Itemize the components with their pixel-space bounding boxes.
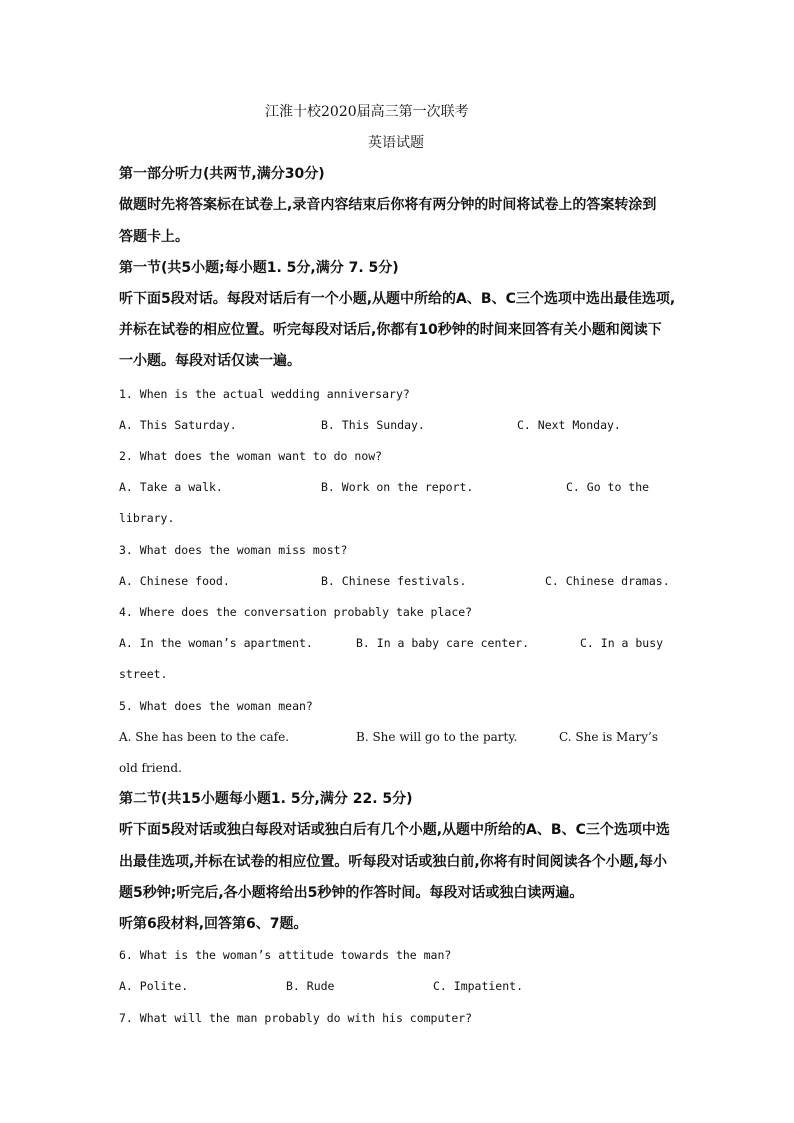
option-c: C. Impatient. <box>433 979 524 993</box>
part1-heading: 第一部分听力(共两节,满分30分) <box>119 166 325 182</box>
option-wrap: street. <box>119 667 168 681</box>
question-stem: 1. When is the actual wedding anniversary? <box>119 387 410 401</box>
section1-instruction-line: 并标在试卷的相应位置。听完每段对话后,你都有10秒钟的时间来回答有关小题和阅读下 <box>119 322 662 338</box>
question-stem: 5. What does the woman mean? <box>119 699 313 713</box>
exam-subtitle: 英语试题 <box>368 135 424 151</box>
option-b: B. Rude <box>286 979 335 993</box>
section2-instruction-line: 出最佳选项,并标在试卷的相应位置。听每段对话或独白前,你将有时间阅读各个小题,每小 <box>119 854 667 870</box>
option-a: A. Polite. <box>119 979 189 993</box>
exam-title: 江淮十校2020届高三第一次联考 <box>265 104 469 120</box>
option-b: B. This Sunday. <box>321 418 425 432</box>
part1-instruction-line: 答题卡上。 <box>119 229 189 245</box>
option-wrap: library. <box>119 511 175 525</box>
option-c: C. Next Monday. <box>517 418 621 432</box>
option-c: C. In a busy <box>580 636 664 650</box>
question-stem: 7. What will the man probably do with his computer? <box>119 1011 473 1025</box>
option-b: B. Chinese festivals. <box>321 574 467 588</box>
option-a: A. Chinese food. <box>119 574 230 588</box>
option-b: B. She will go to the party. <box>356 730 518 744</box>
option-a: A. Take a walk. <box>119 480 223 494</box>
material-heading: 听第6段材料,回答第6、7题。 <box>119 916 308 932</box>
option-a: A. In the woman’s apartment. <box>119 636 313 650</box>
section2-instruction-line: 题5秒钟;听完后,各小题将给出5秒钟的作答时间。每段对话或独白读两遍。 <box>119 885 584 901</box>
option-a: A. This Saturday. <box>119 418 237 432</box>
section1-instruction-line: 一小题。每段对话仅读一遍。 <box>119 353 301 369</box>
section2-instruction-line: 听下面5段对话或独白每段对话或独白后有几个小题,从题中所给的A、B、C三个选项中选 <box>119 822 670 838</box>
question-stem: 4. Where does the conversation probably take place? <box>119 605 473 619</box>
option-wrap: old friend. <box>119 761 182 775</box>
option-b: B. In a baby care center. <box>356 636 530 650</box>
question-stem: 6. What is the woman’s attitude towards the man? <box>119 948 452 962</box>
option-b: B. Work on the report. <box>321 480 474 494</box>
section1-heading: 第一节(共5小题;每小题1. 5分,满分 7. 5分) <box>119 260 399 276</box>
option-c: C. Chinese dramas. <box>545 574 670 588</box>
section2-heading: 第二节(共15小题每小题1. 5分,满分 22. 5分) <box>119 791 413 807</box>
section1-instruction-line: 听下面5段对话。每段对话后有一个小题,从题中所给的A、B、C三个选项中选出最佳选项, <box>119 291 676 307</box>
option-c: C. Go to the <box>566 480 650 494</box>
question-stem: 2. What does the woman want to do now? <box>119 449 383 463</box>
part1-instruction-line: 做题时先将答案标在试卷上,录音内容结束后你将有两分钟的时间将试卷上的答案转涂到 <box>119 197 657 213</box>
option-c: C. She is Mary’s <box>559 730 658 744</box>
question-stem: 3. What does the woman miss most? <box>119 543 348 557</box>
option-a: A. She has been to the cafe. <box>119 730 290 744</box>
